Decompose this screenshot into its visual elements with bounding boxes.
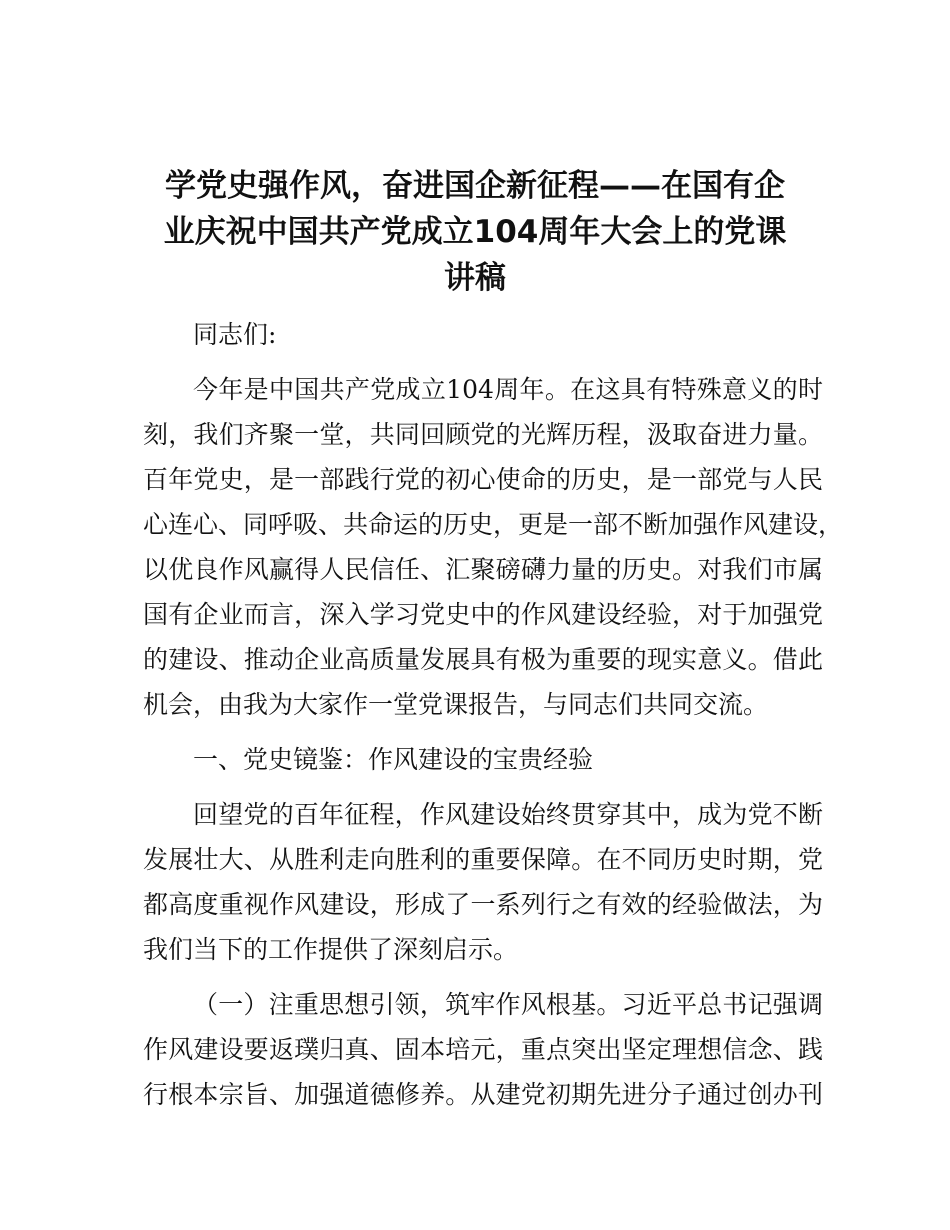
paragraph-line: 刻，我们齐聚一堂，共同回顾党的光辉历程，汲取奋进力量。 xyxy=(143,420,823,449)
paragraph-line: 心连心、同呼吸、共命运的历史，更是一部不断加强作风建设， xyxy=(143,510,844,539)
paragraph-line: 我们当下的工作提供了深刻启示。 xyxy=(143,935,519,964)
title-line: 学党史强作风，奋进国企新征程——在国有企 xyxy=(165,168,785,204)
paragraph-line: 百年党史，是一部践行党的初心使命的历史，是一部党与人民 xyxy=(143,465,823,494)
paragraph-line: 的建设、推动企业高质量发展具有极为重要的现实意义。借此 xyxy=(143,645,823,674)
paragraph-line: 国有企业而言，深入学习党史中的作风建设经验，对于加强党 xyxy=(143,600,823,629)
paragraph-subsection-one xyxy=(143,982,823,1117)
salutation xyxy=(143,312,823,357)
section-heading-text: 一、党史镜鉴：作风建设的宝贵经验 xyxy=(193,745,594,774)
title-line: 业庆祝中国共产党成立104周年大会上的党课 xyxy=(163,214,787,250)
paragraph-line: 机会，由我为大家作一堂党课报告，与同志们共同交流。 xyxy=(143,690,769,719)
paragraph-line: 今年是中国共产党成立104周年。在这具有特殊意义的时 xyxy=(193,375,823,404)
section-heading xyxy=(143,737,823,782)
paragraph-line: （一）注重思想引领，筑牢作风根基。习近平总书记强调 xyxy=(193,990,823,1019)
paragraph-line: 发展壮大、从胜利走向胜利的重要保障。在不同历史时期，党 xyxy=(143,845,823,874)
paragraph-line: 作风建设要返璞归真、固本培元，重点突出坚定理想信念、践 xyxy=(143,1035,823,1064)
paragraph-line: 都高度重视作风建设，形成了一系列行之有效的经验做法，为 xyxy=(143,890,823,919)
document-body xyxy=(143,312,844,1127)
paragraph-section-one xyxy=(143,792,823,972)
document-title xyxy=(100,163,850,301)
salutation-text: 同志们: xyxy=(193,320,277,349)
paragraph-line: 回望党的百年征程，作风建设始终贯穿其中，成为党不断 xyxy=(193,800,823,829)
paragraph-intro xyxy=(143,367,844,727)
title-line: 讲稿 xyxy=(444,260,506,296)
paragraph-line: 行根本宗旨、加强道德修养。从建党初期先进分子通过创办刊 xyxy=(143,1080,823,1109)
paragraph-line: 以优良作风赢得人民信任、汇聚磅礴力量的历史。对我们市属 xyxy=(143,555,823,584)
